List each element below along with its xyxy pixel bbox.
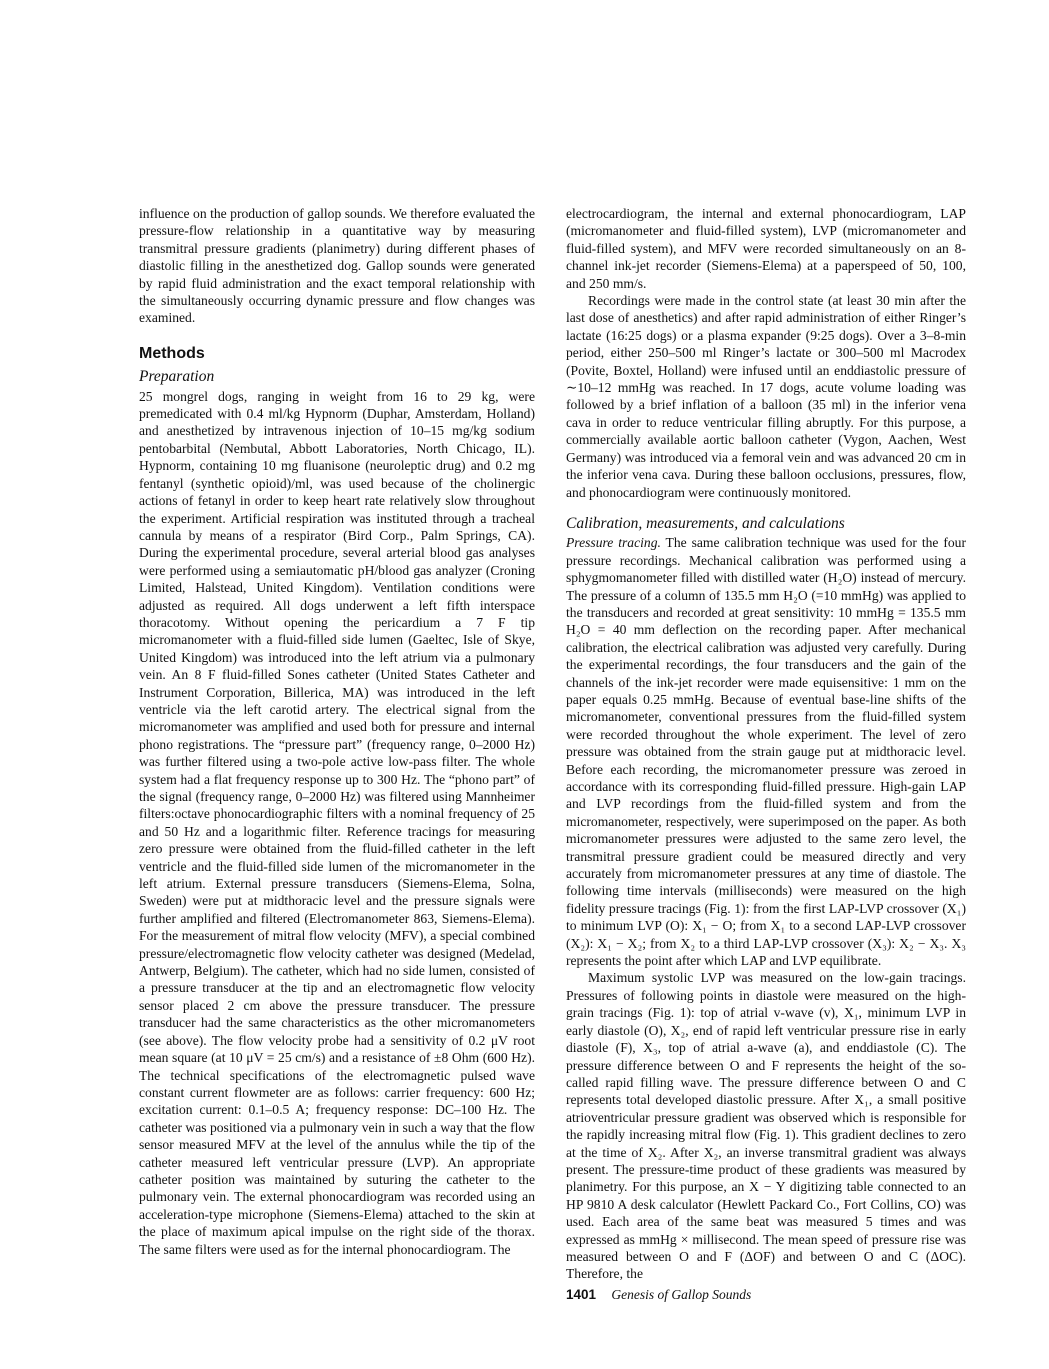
pressure-tracing-runin: Pressure tracing.: [566, 535, 661, 551]
control-state-paragraph: Recordings were made in the control state (at least 30 min after the last dose of anesthetics) and after rapid administration of either Ringer’s lactate (16:25 dogs) or a plasma expander (9:25 dogs). Over a 3–8-min period, either 250–500 ml Ringer’s lactate or 300–500 ml Macrodex (Povite, Boxtel, Holland) were infused until an enddiastolic pressure of ∼10–12 mmHg was reached. In 17 dogs, acute volume loading was followed by a brief inflation of a balloon (35 ml) in the inferior vena cava in order to reduce ventricular filling abruptly. For this purpose, a commercially available aortic balloon catheter (Vygon, Aachen, West Germany) was introduced via a femoral vein and was advanced 20 cm in the inferior vena cava. During these balloon occlusions, pressures, flow, and phonocardiogram were continuously monitored.: [566, 293, 966, 500]
intro-paragraph: influence on the production of gallop sounds. We therefore evaluated the pressure-flow relationship in a quantitative way by measuring transmitral pressure gradients (planimetry) during different phases of diastolic filling in the anesthetized dog. Gallop sounds were generated by rapid fluid administration and the exact temporal relationship with the simultaneously occurring dynamic pressure and flow changes was examined.: [139, 206, 535, 326]
methods-heading: Methods: [139, 344, 205, 362]
systolic-lvp-paragraph: Maximum systolic LVP was measured on the low-gain tracings. Pressures of following points in diastole were measured on the high-grain tracings (Fig. 1): top of atrial v-wave (v), X₁, minimum LVP in early diastole (O), X₂, end of rapid left ventricular pressure rise in early diastole (F), X₃, top of atrial a-wave (a), and enddiastole (C). The pressure difference between O and F represents the height of the so-called rapid filling wave. The pressure difference between O and C represents total developed diastolic pressure. After X₁, a small positive atrioventricular pressure gradient was observed which is responsible for the rapidly increasing mitral flow (Fig. 1). This gradient declines to zero at the time of X₂. After X₂, an inverse transmitral gradient was always present. The pressure-time product of these gradients was measured by planimetry. For this purpose, an X − Y digitizing table connected to an HP 9810 A desk calculator (Hewlett Packard Co., Fort Collins, CO) was used. Each area of the same beat was measured 5 times and was expressed as mmHg × millisecond. The mean speed of pressure rise was measured between O and F (ΔOF) and between O and C (ΔOC). Therefore, the: [566, 970, 966, 1282]
running-title: Genesis of Gallop Sounds: [611, 1287, 752, 1302]
recording-paragraph: electrocardiogram, the internal and external phonocardiogram, LAP (micromanometer and fluid-filled system), LVP (micromanometer and fluid-filled system), and MFV were recorded simultaneously on an 8-channel ink-jet recorder (Siemens-Elema) at a paperspeed of 50, 100, and 250 mm/s.: [566, 206, 966, 291]
preparation-heading: Preparation: [139, 368, 215, 386]
right-column: [566, 205, 966, 1283]
pressure-tracing-paragraph: [566, 534, 966, 969]
calibration-heading: Calibration, measurements, and calculations: [566, 514, 845, 532]
preparation-paragraph: 25 mongrel dogs, ranging in weight from 16 to 29 kg, were premedicated with 0.4 ml/kg Hypnorm (Duphar, Amsterdam, Holland) and anesthetized by intravenous injection of 10–15 mg/kg sodium pentobarbital (Nembutal, Abbott Laboratories, North Chicago, IL). Hypnorm, containing 10 mg fluanisone (neuroleptic drug) and 0.2 mg fentanyl (synthetic opioid)/ml, was used because of the cholinergic actions of fetanyl in order to keep heart rate relatively slow throughout the experiment. Artificial respiration was instituted through a tracheal cannula by means of a respirator (Bird Corp., Palm Springs, CA). During the experimental procedure, several arterial blood gas analyses were performed using a semiautomatic pH/blood gas analyzer (Croning Limited, Halstead, United Kingdom). Ventilation conditions were adjusted as required. All dogs underwent a left fifth interspace thoracotomy. Without opening the pericardium a 7 F tip micromanometer with a fluid-filled side lumen (Gaeltec, Isle of Skye, United Kingdom) was introduced into the left atrium via a pulmonary vein. An 8 F fluid-filled Sones catheter (United States Catheter and Instrument Corporation, Billerica, MA) was introduced in the left ventricle via the left carotid artery. The electrical signal from the micromanometer was amplified and used both for pressure and internal phono registrations. The “pressure part” (frequency range, 0–2000 Hz) was further filtered using a two-pole active low-pass filter. The whole system had a flat frequency response up to 300 Hz. The “phono part” of the signal (frequency range, 0–2000 Hz) was filtered using Mannheimer filters:octave phonocardiographic filters with a nominal frequency of 25 and 50 Hz and a logarithmic filter. Reference tracings for measuring zero pressure were obtained from the fluid-filled catheter in the left ventricle and the fluid-filled side lumen of the micromanometer in the left atrium. External pressure transducers (Siemens-Elema, Solna, Sweden) were put at midthoracic level and the pressure signals were further amplified and filtered (Electromanometer 863, Siemens-Elema). For the measurement of mitral flow velocity (MFV), a special combined pressure/electromagnetic flow velocity catheter was designed (Medelad, Antwerp, Belgium). The catheter, which had no side lumen, consisted of a pressure transducer at the tip and an electromagnetic flow velocity sensor placed 2 cm above the pressure transducer. The pressure transducer had the same characteristics as the other micromanometers (see above). The flow velocity probe had a sensitivity of 0.2 μV root mean square (at 10 μV = 25 cm/s) and a resistance of ±8 Ohm (600 Hz). The technical specifications of the electromagnetic pulsed wave constant current flowmeter are as follows: carrier frequency: 600 Hz; excitation current: 0.1–0.5 A; frequency response: DC–100 Hz. The catheter was positioned via a pulmonary vein in such a way that the flow sensor measured MFV at the level of the annulus while the tip of the catheter measured left ventricular pressure (LVP). An appropriate catheter position was maintained by suturing the catheter to the pulmonary vein. The external phonocardiogram was recorded using an acceleration-type microphone (Siemens-Elema) attached to the skin at the place of maximum apical impulse on the right side of the thorax. The same filters were used as for the internal phonocardiogram. The: [139, 388, 535, 1257]
pressure-tracing-text: The same calibration technique was used for the four pressure recordings. Mechanical calibration was performed using a sphygmomanometer filled with distilled water (H₂O) instead of mercury. The pressure of a column of 135.5 mm H₂O (=10 mmHg) was applied to the transducers and recorded at great sensitivity: 10 mmHg = 135.5 mm H₂O = 40 mm deflection on the recording paper. After mechanical calibration, the electrical calibration was adjusted very carefully. During the experimental recordings, the four transducers and the gain of the channels of the ink-jet recorder were made equisensitive: 1 mm on the paper equals 0.25 mmHg. Because of eventual base-line shifts of the micromanometer, conventional pressures from the fluid-filled system were recorded throughout the whole experiment. The level of zero pressure was obtained from the strain gauge put at midthoracic level. Before each recording, the micromanometer pressure was zeroed in accordance with its corresponding fluid-filled pressure. High-gain LAP and LVP recordings from the fluid-filled system and from the micromanometer, respectively, were superimposed on the paper. As both micromanometer pressures were adjusted to the same zero level, the transmitral pressure gradient could be measured directly and very accurately from micromanometer pressures at any time of diastole. The following time intervals (milliseconds) were measured on the high fidelity pressure tracings (Fig. 1): from the first LAP-LVP crossover (X₁) to minimum LVP (O): X₁ − O; from X₁ to a second LAP-LVP crossover (X₂): X₁ − X₂; from X₂ to a third LAP-LVP crossover (X₃): X₂ − X₃. X₃ represents the point after which LAP and LVP equilibrate.: [566, 535, 966, 969]
page-number: 1401: [566, 1287, 597, 1302]
page-footer: [566, 1287, 751, 1303]
left-column: [139, 205, 535, 1258]
